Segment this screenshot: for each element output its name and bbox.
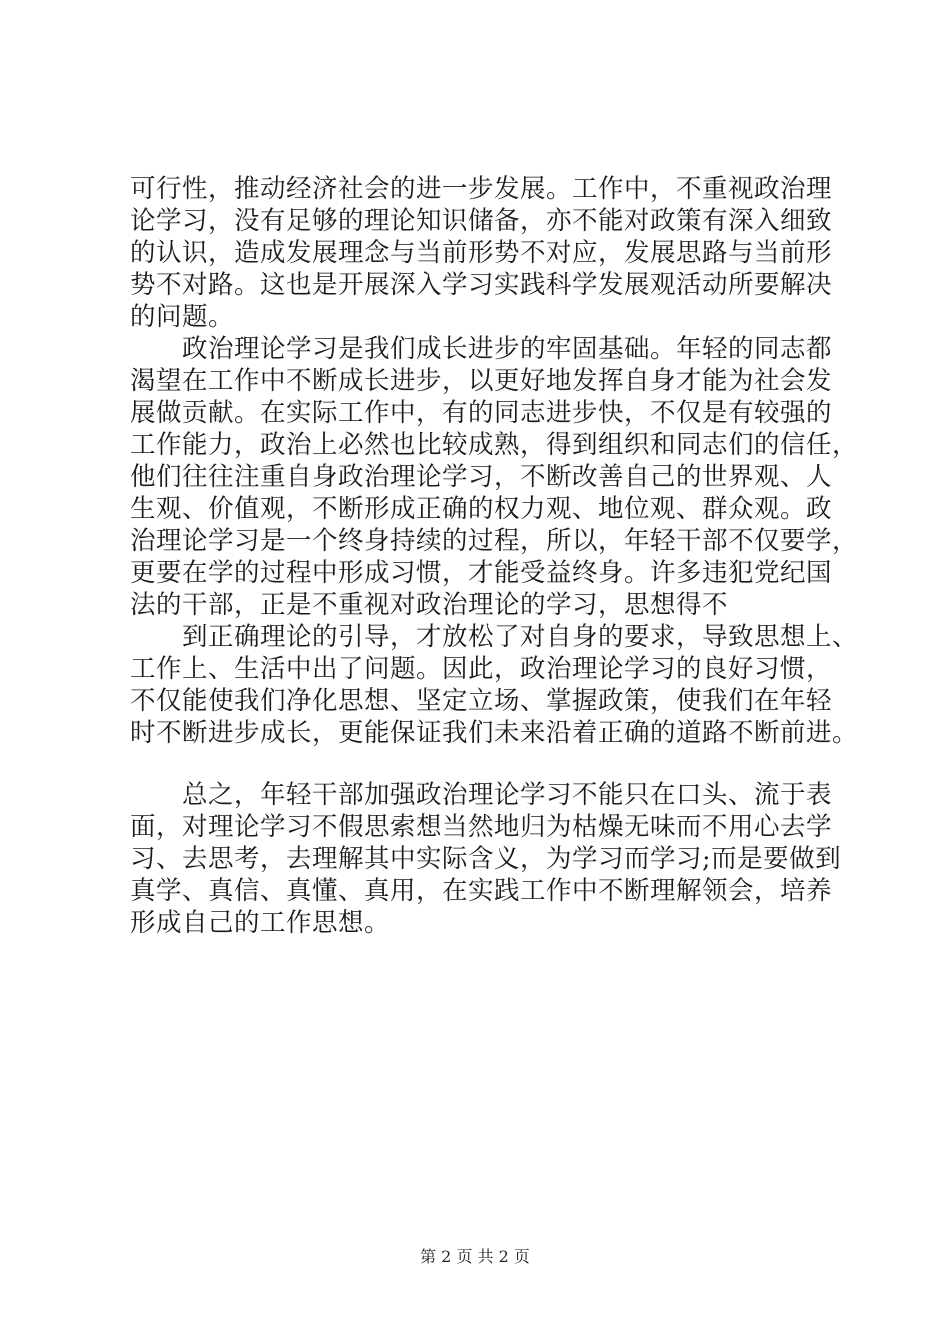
text-line: 的问题。: [130, 302, 235, 332]
text-line: 不仅能使我们净化思想、坚定立场、掌握政策，使我们在年轻: [130, 686, 833, 716]
paragraph: [130, 779, 842, 939]
text-line: 治理论学习是一个终身持续的过程，所以，年轻干部不仅要学，: [130, 526, 859, 556]
text-line: 势不对路。这也是开展深入学习实践科学发展观活动所要解决: [130, 270, 833, 300]
text-line: 展做贡献。在实际工作中，有的同志进步快，不仅是有较强的: [130, 398, 833, 428]
text-line: 法的干部，正是不重视对政治理论的学习，思想得不: [130, 590, 729, 620]
text-line: 到正确理论的引导，才放松了对自身的要求，导致思想上、: [182, 622, 859, 652]
text-line: 渴望在工作中不断成长进步，以更好地发挥自身才能为社会发: [130, 366, 833, 396]
text-line: 总之，年轻干部加强政治理论学习不能只在口头、流于表: [182, 780, 833, 810]
text-line: 面，对理论学习不假思索想当然地归为枯燥无味而不用心去学: [130, 812, 833, 842]
text-line: 工作上、生活中出了问题。因此，政治理论学习的良好习惯，: [130, 654, 833, 684]
text-line: 政治理论学习是我们成长进步的牢固基础。年轻的同志都: [182, 334, 833, 364]
text-line: 可行性，推动经济社会的进一步发展。工作中，不重视政治理: [130, 174, 833, 204]
text-line: 生观、价值观，不断形成正确的权力观、地位观、群众观。政: [130, 494, 833, 524]
text-line: 形成自己的工作思想。: [130, 908, 391, 938]
page-footer: [0, 1244, 950, 1267]
text-line: 论学习，没有足够的理论知识储备，亦不能对政策有深入细致: [130, 206, 833, 236]
paragraph: [130, 173, 832, 333]
paragraph: [130, 333, 859, 621]
text-line: 真学、真信、真懂、真用，在实践工作中不断理解领会，培养: [130, 876, 833, 906]
text-line: 的认识，造成发展理念与当前形势不对应，发展思路与当前形: [130, 238, 833, 268]
text-line: 工作能力，政治上必然也比较成熟，得到组织和同志们的信任，: [130, 430, 859, 460]
text-line: 习、去思考，去理解其中实际含义，为学习而学习;而是要做到: [130, 844, 842, 874]
paragraph: [130, 621, 859, 749]
paragraph-spacer: [130, 749, 832, 779]
text-line: 时不断进步成长，更能保证我们未来沿着正确的道路不断前进。: [130, 718, 859, 748]
text-line: 更要在学的过程中形成习惯，才能受益终身。许多违犯党纪国: [130, 558, 833, 588]
page-number: 第 2 页 共 2 页: [420, 1247, 530, 1266]
text-line: 他们往往注重自身政治理论学习，不断改善自己的世界观、人: [130, 462, 833, 492]
document-body: [130, 173, 859, 939]
